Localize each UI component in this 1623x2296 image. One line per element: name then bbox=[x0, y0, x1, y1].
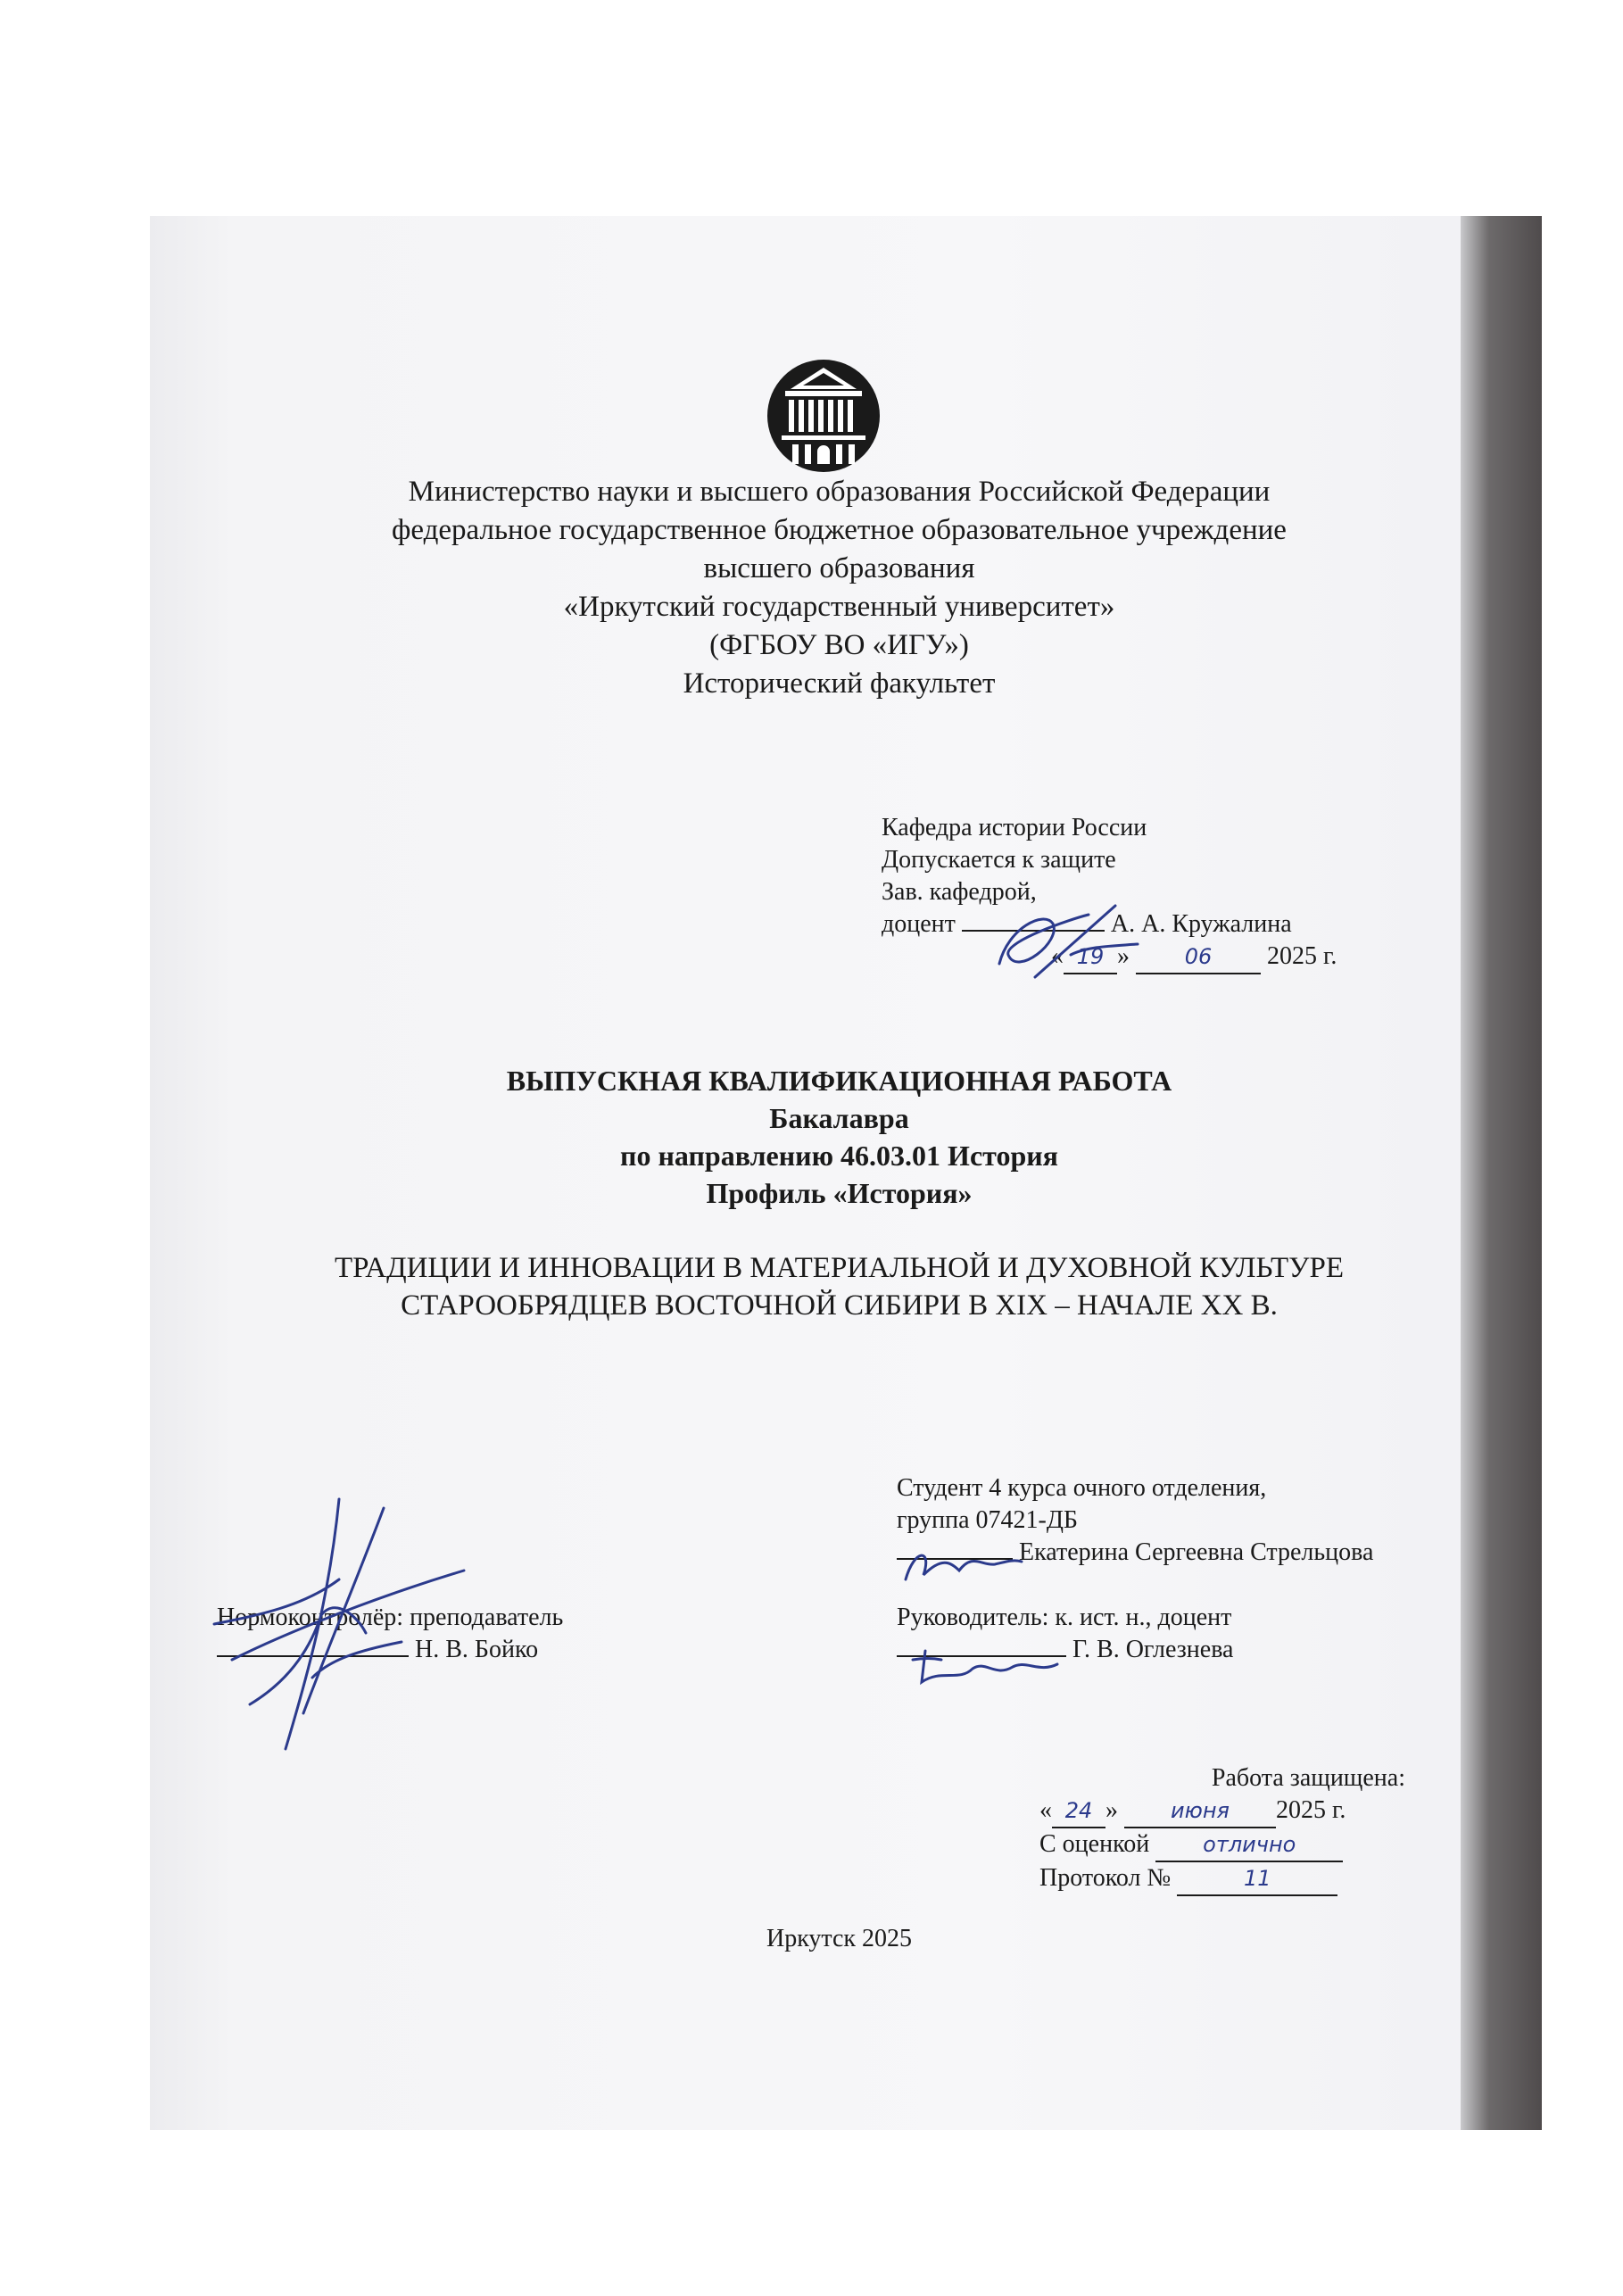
date-year: 2025 г. bbox=[1267, 942, 1337, 970]
footer-block bbox=[150, 1923, 1528, 1955]
date-day-field bbox=[1064, 941, 1117, 974]
date-year: 2025 г. bbox=[1276, 1796, 1346, 1824]
handwritten-day: 19 bbox=[1076, 944, 1105, 969]
student-name: Екатерина Сергеевна Стрельцова bbox=[1019, 1538, 1374, 1566]
student-course: Студент 4 курса очного отделения, bbox=[897, 1474, 1267, 1502]
topic-line-2: СТАРООБРЯДЦЕВ ВОСТОЧНОЙ СИБИРИ В XIX – НАЧАЛЕ XX В. bbox=[401, 1289, 1278, 1322]
norm-control-block bbox=[217, 1602, 663, 1666]
education-level-line: высшего образования bbox=[703, 552, 975, 584]
handwritten-month: 06 bbox=[1184, 944, 1213, 969]
signature-blank bbox=[217, 1655, 409, 1657]
university-logo bbox=[766, 357, 882, 475]
date-quote-close: » bbox=[1105, 1796, 1118, 1824]
title-block bbox=[150, 1062, 1528, 1212]
defended-label: Работа защищена: bbox=[1211, 1764, 1405, 1792]
head-rank: доцент bbox=[882, 910, 956, 938]
date-month-field bbox=[1136, 941, 1261, 974]
topic-block bbox=[150, 1249, 1528, 1324]
grade-field bbox=[1155, 1828, 1343, 1862]
faculty-name: Исторический факультет bbox=[683, 667, 996, 700]
date-quote-close: » bbox=[1117, 942, 1130, 970]
defense-date bbox=[1039, 1795, 1414, 1828]
supervisor-block bbox=[897, 1602, 1468, 1666]
department-approval-block bbox=[882, 812, 1381, 974]
signature-blank bbox=[897, 1655, 1066, 1657]
date-day-field bbox=[1052, 1795, 1105, 1828]
defense-block bbox=[1039, 1762, 1414, 1896]
supervisor-name: Г. В. Оглезнева bbox=[1072, 1636, 1234, 1663]
admitted-text: Допускается к защите bbox=[882, 846, 1116, 874]
norm-control-name: Н. В. Бойко bbox=[415, 1636, 539, 1663]
signature-blank bbox=[962, 930, 1105, 932]
profile: Профиль «История» bbox=[706, 1177, 973, 1209]
handwritten-protocol-number: 11 bbox=[1243, 1866, 1271, 1891]
city-year: Иркутск 2025 bbox=[766, 1925, 913, 1952]
handwritten-month: июня bbox=[1171, 1798, 1230, 1823]
protocol-field bbox=[1177, 1862, 1337, 1896]
supervisor-signature-line bbox=[897, 1634, 1468, 1666]
university-abbreviation: (ФГБОУ ВО «ИГУ») bbox=[709, 629, 969, 661]
head-name: А. А. Кружалина bbox=[1110, 910, 1292, 938]
head-signature-line bbox=[882, 908, 1381, 941]
norm-control-role: Нормоконтролёр: преподаватель bbox=[217, 1604, 564, 1631]
university-name: «Иркутский государственный университет» bbox=[563, 591, 1115, 623]
date-quote-open: « bbox=[1051, 942, 1064, 970]
department-name: Кафедра истории России bbox=[882, 814, 1147, 841]
head-title: Зав. кафедрой, bbox=[882, 878, 1037, 906]
ministry-line: Министерство науки и высшего образования Российской Федерации bbox=[408, 476, 1271, 508]
approval-date bbox=[882, 941, 1381, 974]
work-type: ВЫПУСКНАЯ КВАЛИФИКАЦИОННАЯ РАБОТА bbox=[506, 1065, 1172, 1097]
signature-blank bbox=[897, 1558, 1013, 1560]
grade-line bbox=[1039, 1828, 1414, 1862]
student-block bbox=[897, 1472, 1468, 1569]
date-month-field bbox=[1124, 1795, 1276, 1828]
protocol-line bbox=[1039, 1862, 1414, 1896]
student-signature-line bbox=[897, 1537, 1468, 1569]
protocol-label: Протокол № bbox=[1039, 1864, 1172, 1892]
student-group: группа 07421-ДБ bbox=[897, 1506, 1079, 1534]
institution-type-line: федеральное государственное бюджетное образовательное учреждение bbox=[392, 514, 1287, 546]
date-quote-open: « bbox=[1039, 1796, 1052, 1824]
direction: по направлению 46.03.01 История bbox=[620, 1140, 1058, 1172]
norm-control-signature-line bbox=[217, 1634, 663, 1666]
supervisor-role: Руководитель: к. ист. н., доцент bbox=[897, 1604, 1232, 1631]
degree: Бакалавра bbox=[769, 1102, 909, 1134]
handwritten-grade: отлично bbox=[1203, 1832, 1296, 1857]
handwritten-day: 24 bbox=[1064, 1798, 1093, 1823]
header-block bbox=[150, 473, 1528, 703]
topic-line-1: ТРАДИЦИИ И ИННОВАЦИИ В МАТЕРИАЛЬНОЙ И ДУХОВНОЙ КУЛЬТУРЕ bbox=[334, 1252, 1345, 1284]
grade-label: С оценкой bbox=[1039, 1830, 1150, 1858]
